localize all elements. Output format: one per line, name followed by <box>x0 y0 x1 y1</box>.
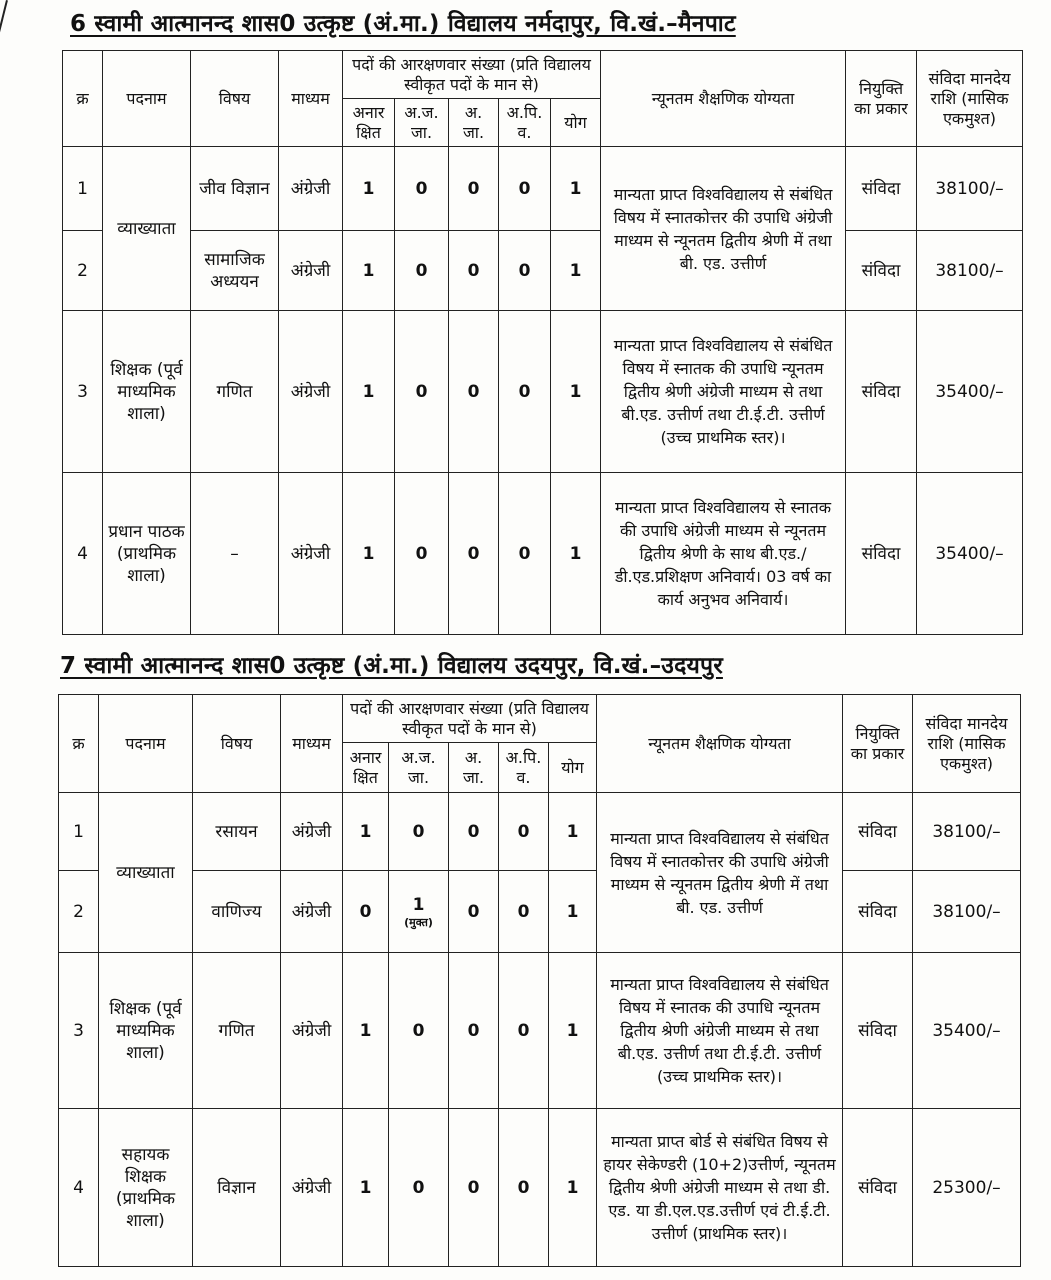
row-salary: 38100/– <box>917 231 1023 311</box>
header-medium: माध्यम <box>279 51 343 147</box>
row-salary: 25300/– <box>913 1109 1021 1267</box>
row-sn: 1 <box>59 793 99 871</box>
table-row <box>63 311 1023 473</box>
row-salary: 38100/– <box>913 793 1021 871</box>
row-total: 1 <box>549 871 597 953</box>
row-sc: 0 <box>449 871 499 953</box>
row-sc: 0 <box>449 473 499 635</box>
row-sc: 0 <box>449 147 499 231</box>
row-post: शिक्षक (पूर्व माध्यमिक शाला) <box>103 311 191 473</box>
row-st: 0 <box>395 473 449 635</box>
row-unreserved: 1 <box>343 311 395 473</box>
header-qualification: न्यूनतम शैक्षणिक योग्यता <box>597 695 843 793</box>
row-obc: 0 <box>499 793 549 871</box>
row-sn: 4 <box>59 1109 99 1267</box>
row-sn: 1 <box>63 147 103 231</box>
row-salary: 35400/– <box>917 311 1023 473</box>
row-obc: 0 <box>499 1109 549 1267</box>
row-medium: अंग्रेजी <box>281 1109 343 1267</box>
row-st: 0 <box>395 147 449 231</box>
header-subject: विषय <box>193 695 281 793</box>
row-sn: 4 <box>63 473 103 635</box>
header-total: योग <box>551 99 601 147</box>
row-total: 1 <box>551 311 601 473</box>
header-st: अ.ज. जा. <box>395 99 449 147</box>
row-salary: 38100/– <box>917 147 1023 231</box>
row-st-cell <box>389 871 449 953</box>
row-obc: 0 <box>499 231 551 311</box>
row-subject: रसायन <box>193 793 281 871</box>
header-post: पदनाम <box>103 51 191 147</box>
row-appointment: संविदा <box>846 311 917 473</box>
row-appointment: संविदा <box>846 147 917 231</box>
row-post: शिक्षक (पूर्व माध्यमिक शाला) <box>99 953 193 1109</box>
table-row <box>63 231 1023 311</box>
row-medium: अंग्रेजी <box>279 147 343 231</box>
row-st: 0 <box>395 231 449 311</box>
row-total: 1 <box>549 1109 597 1267</box>
margin-mark <box>0 0 8 117</box>
table-row <box>63 147 1023 231</box>
vacancy-table-7 <box>58 694 1021 1267</box>
row-qualification: मान्यता प्राप्त विश्वविद्यालय से संबंधित विषय में स्नातकोत्तर की उपाधि अंग्रेजी माध्यम से न्यूनतम द्वितीय श्रेणी में तथा बी. एड. उत्तीर्ण <box>597 793 843 953</box>
vacancy-table-6 <box>62 50 1023 635</box>
row-qualification: मान्यता प्राप्त विश्वविद्यालय से संबंधित विषय में स्नातक की उपाधि न्यूनतम द्वितीय श्रेणी अंग्रेजी माध्यम से तथा बी.एड. उत्तीर्ण तथा टी.ई.टी. उत्तीर्ण (उच्च प्राथमिक स्तर)। <box>597 953 843 1109</box>
row-appointment: संविदा <box>843 871 913 953</box>
row-unreserved: 1 <box>343 231 395 311</box>
header-sn: क्र <box>63 51 103 147</box>
row-subject: गणित <box>193 953 281 1109</box>
row-subject: वाणिज्य <box>193 871 281 953</box>
section-heading-7: 7 स्वामी आत्मानन्द शास0 उत्कृष्ट (अं.मा.) विद्यालय उदयपुर, वि.खं.–उदयपुर <box>60 653 723 679</box>
header-unreserved: अनार क्षित <box>343 743 389 793</box>
row-st: 0 <box>395 311 449 473</box>
row-subject: गणित <box>191 311 279 473</box>
row-qualification: मान्यता प्राप्त विश्वविद्यालय से संबंधित विषय में स्नातक की उपाधि न्यूनतम द्वितीय श्रेणी अंग्रेजी माध्यम से तथा बी.एड. उत्तीर्ण तथा टी.ई.टी. उत्तीर्ण (उच्च प्राथमिक स्तर)। <box>601 311 846 473</box>
row-appointment: संविदा <box>843 793 913 871</box>
header-sn: क्र <box>59 695 99 793</box>
row-post: व्याख्याता <box>103 147 191 311</box>
header-reservation: पदों की आरक्षणवार संख्या (प्रति विद्यालय स्वीकृत पदों के मान से) <box>343 695 597 743</box>
row-unreserved: 0 <box>343 871 389 953</box>
row-st: 1 <box>412 894 425 915</box>
row-salary: 38100/– <box>913 871 1021 953</box>
row-salary: 35400/– <box>913 953 1021 1109</box>
row-qualification: मान्यता प्राप्त विश्वविद्यालय से संबंधित विषय में स्नातकोत्तर की उपाधि अंग्रेजी माध्यम से न्यूनतम द्वितीय श्रेणी में तथा बी. एड. उत्तीर्ण <box>601 147 846 311</box>
row-salary: 35400/– <box>917 473 1023 635</box>
header-sc: अ. जा. <box>449 743 499 793</box>
header-qualification: न्यूनतम शैक्षणिक योग्यता <box>601 51 846 147</box>
row-total: 1 <box>551 231 601 311</box>
row-sn: 2 <box>63 231 103 311</box>
row-total: 1 <box>549 953 597 1109</box>
header-salary: संविदा मानदेय राशि (मासिक एकमुश्त) <box>917 51 1023 147</box>
table-row <box>63 473 1023 635</box>
row-appointment: संविदा <box>846 473 917 635</box>
row-post: व्याख्याता <box>99 793 193 953</box>
header-sc: अ. जा. <box>449 99 499 147</box>
row-obc: 0 <box>499 311 551 473</box>
row-medium: अंग्रेजी <box>279 311 343 473</box>
header-subject: विषय <box>191 51 279 147</box>
row-sn: 3 <box>59 953 99 1109</box>
row-post: सहायक शिक्षक (प्राथमिक शाला) <box>99 1109 193 1267</box>
row-post: प्रधान पाठक (प्राथमिक शाला) <box>103 473 191 635</box>
header-st: अ.ज. जा. <box>389 743 449 793</box>
row-qualification: मान्यता प्राप्त विश्वविद्यालय से स्नातक की उपाधि अंग्रेजी माध्यम से न्यूनतम द्वितीय श्रेणी के साथ बी.एड./डी.एड.प्रशिक्षण अनिवार्य। 03 वर्ष का कार्य अनुभव अनिवार्य। <box>601 473 846 635</box>
row-sc: 0 <box>449 953 499 1109</box>
row-medium: अंग्रेजी <box>281 793 343 871</box>
row-appointment: संविदा <box>843 953 913 1109</box>
section-heading-6: 6 स्वामी आत्मानन्द शास0 उत्कृष्ट (अं.मा.) विद्यालय नर्मदापुर, वि.खं.–मैनपाट <box>70 11 736 37</box>
header-obc: अ.पि. व. <box>499 743 549 793</box>
row-subject: – <box>191 473 279 635</box>
row-sc: 0 <box>449 793 499 871</box>
header-obc: अ.पि. व. <box>499 99 551 147</box>
row-sc: 0 <box>449 231 499 311</box>
row-unreserved: 1 <box>343 793 389 871</box>
row-medium: अंग्रेजी <box>281 953 343 1109</box>
row-obc: 0 <box>499 953 549 1109</box>
header-reservation: पदों की आरक्षणवार संख्या (प्रति विद्यालय स्वीकृत पदों के मान से) <box>343 51 601 99</box>
row-sn: 3 <box>63 311 103 473</box>
header-total: योग <box>549 743 597 793</box>
table-row <box>59 953 1021 1109</box>
row-unreserved: 1 <box>343 953 389 1109</box>
row-unreserved: 1 <box>343 147 395 231</box>
row-appointment: संविदा <box>846 231 917 311</box>
row-st: 0 <box>389 953 449 1109</box>
header-post: पदनाम <box>99 695 193 793</box>
row-subject: सामाजिक अध्ययन <box>191 231 279 311</box>
row-obc: 0 <box>499 147 551 231</box>
row-medium: अंग्रेजी <box>279 231 343 311</box>
header-appointment: नियुक्ति का प्रकार <box>846 51 917 147</box>
header-medium: माध्यम <box>281 695 343 793</box>
table-row <box>59 871 1021 953</box>
row-total: 1 <box>551 473 601 635</box>
row-unreserved: 1 <box>343 473 395 635</box>
header-salary: संविदा मानदेय राशि (मासिक एकमुश्त) <box>913 695 1021 793</box>
row-total: 1 <box>551 147 601 231</box>
row-appointment: संविदा <box>843 1109 913 1267</box>
row-sc: 0 <box>449 1109 499 1267</box>
row-obc: 0 <box>499 871 549 953</box>
row-st: 0 <box>389 793 449 871</box>
row-st-note: (मुक्त) <box>404 915 433 929</box>
row-qualification: मान्यता प्राप्त बोर्ड से संबंधित विषय से हायर सेकेण्डरी (10+2)उत्तीर्ण, न्यूनतम द्वितीय श्रेणी अंग्रेजी माध्यम से तथा डी. एड. या डी.एल.एड.उत्तीर्ण एवं टी.ई.टी. उत्तीर्ण (प्राथमिक स्तर)। <box>597 1109 843 1267</box>
row-sn: 2 <box>59 871 99 953</box>
row-st: 0 <box>389 1109 449 1267</box>
row-total: 1 <box>549 793 597 871</box>
row-medium: अंग्रेजी <box>281 871 343 953</box>
table-row <box>59 1109 1021 1267</box>
row-medium: अंग्रेजी <box>279 473 343 635</box>
header-unreserved: अनार क्षित <box>343 99 395 147</box>
row-subject: जीव विज्ञान <box>191 147 279 231</box>
table-row <box>59 793 1021 871</box>
header-appointment: नियुक्ति का प्रकार <box>843 695 913 793</box>
row-obc: 0 <box>499 473 551 635</box>
row-sc: 0 <box>449 311 499 473</box>
row-unreserved: 1 <box>343 1109 389 1267</box>
row-subject: विज्ञान <box>193 1109 281 1267</box>
